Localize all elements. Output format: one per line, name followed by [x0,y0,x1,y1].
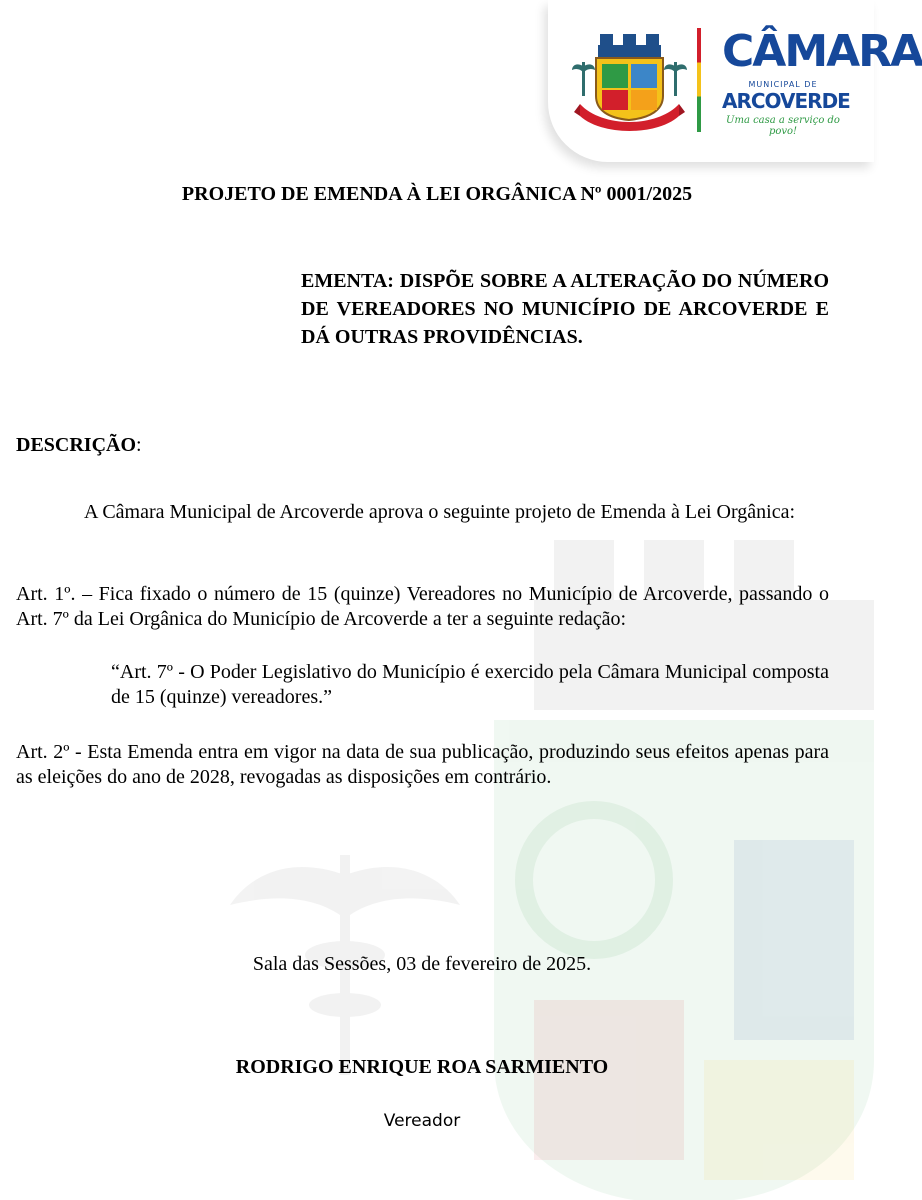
brand-subtitle-top: MUNICIPAL DE [748,80,818,89]
brand-slogan: Uma casa a serviço do povo! [726,115,840,137]
section-heading [16,434,142,457]
section-heading-colon: : [136,434,142,456]
intro-paragraph: A Câmara Municipal de Arcoverde aprova o seguinte projeto de Emenda à Lei Orgânica: [84,501,796,523]
document-title: PROJETO DE EMENDA À LEI ORGÂNICA Nº 0001/2025 [181,183,693,205]
ementa: EMENTA: DISPÕE SOBRE A ALTERAÇÃO DO NÚMERO DE VEREADORES NO MUNICÍPIO DE ARCOVERDE E DÁ OUTRAS PROVIDÊNCIAS. [301,270,829,348]
logo-divider [697,28,701,132]
article-2: Art. 2º - Esta Emenda entra em vigor na data de sua publicação, produzindo seus efeitos apenas para as eleições do ano de 2028, revogadas as disposições em contrário. [16,741,829,788]
signer-name: RODRIGO ENRIQUE ROA SARMIENTO [235,1056,609,1078]
article-1-quote: “Art. 7º - O Poder Legislativo do Município é exercido pela Câmara Municipal composta de 15 (quinze) vereadores.” [111,661,829,708]
brand-subtitle-bottom: ARCOVERDE [722,89,850,113]
coat-of-arms-watermark [474,540,874,1200]
section-heading-text: DESCRIÇÃO [16,434,137,456]
article-1: Art. 1º. – Fica fixado o número de 15 (quinze) Vereadores no Município de Arcoverde, passando o Art. 7º da Lei Orgânica do Município de Arcoverde a ter a seguinte redação: [16,583,829,630]
place-date: Sala das Sessões, 03 de fevereiro de 2025. [252,953,592,975]
signer-role: Vereador [383,1111,461,1131]
coat-of-arms-logo [572,28,687,136]
brand-title: CÂMARA [722,26,922,77]
